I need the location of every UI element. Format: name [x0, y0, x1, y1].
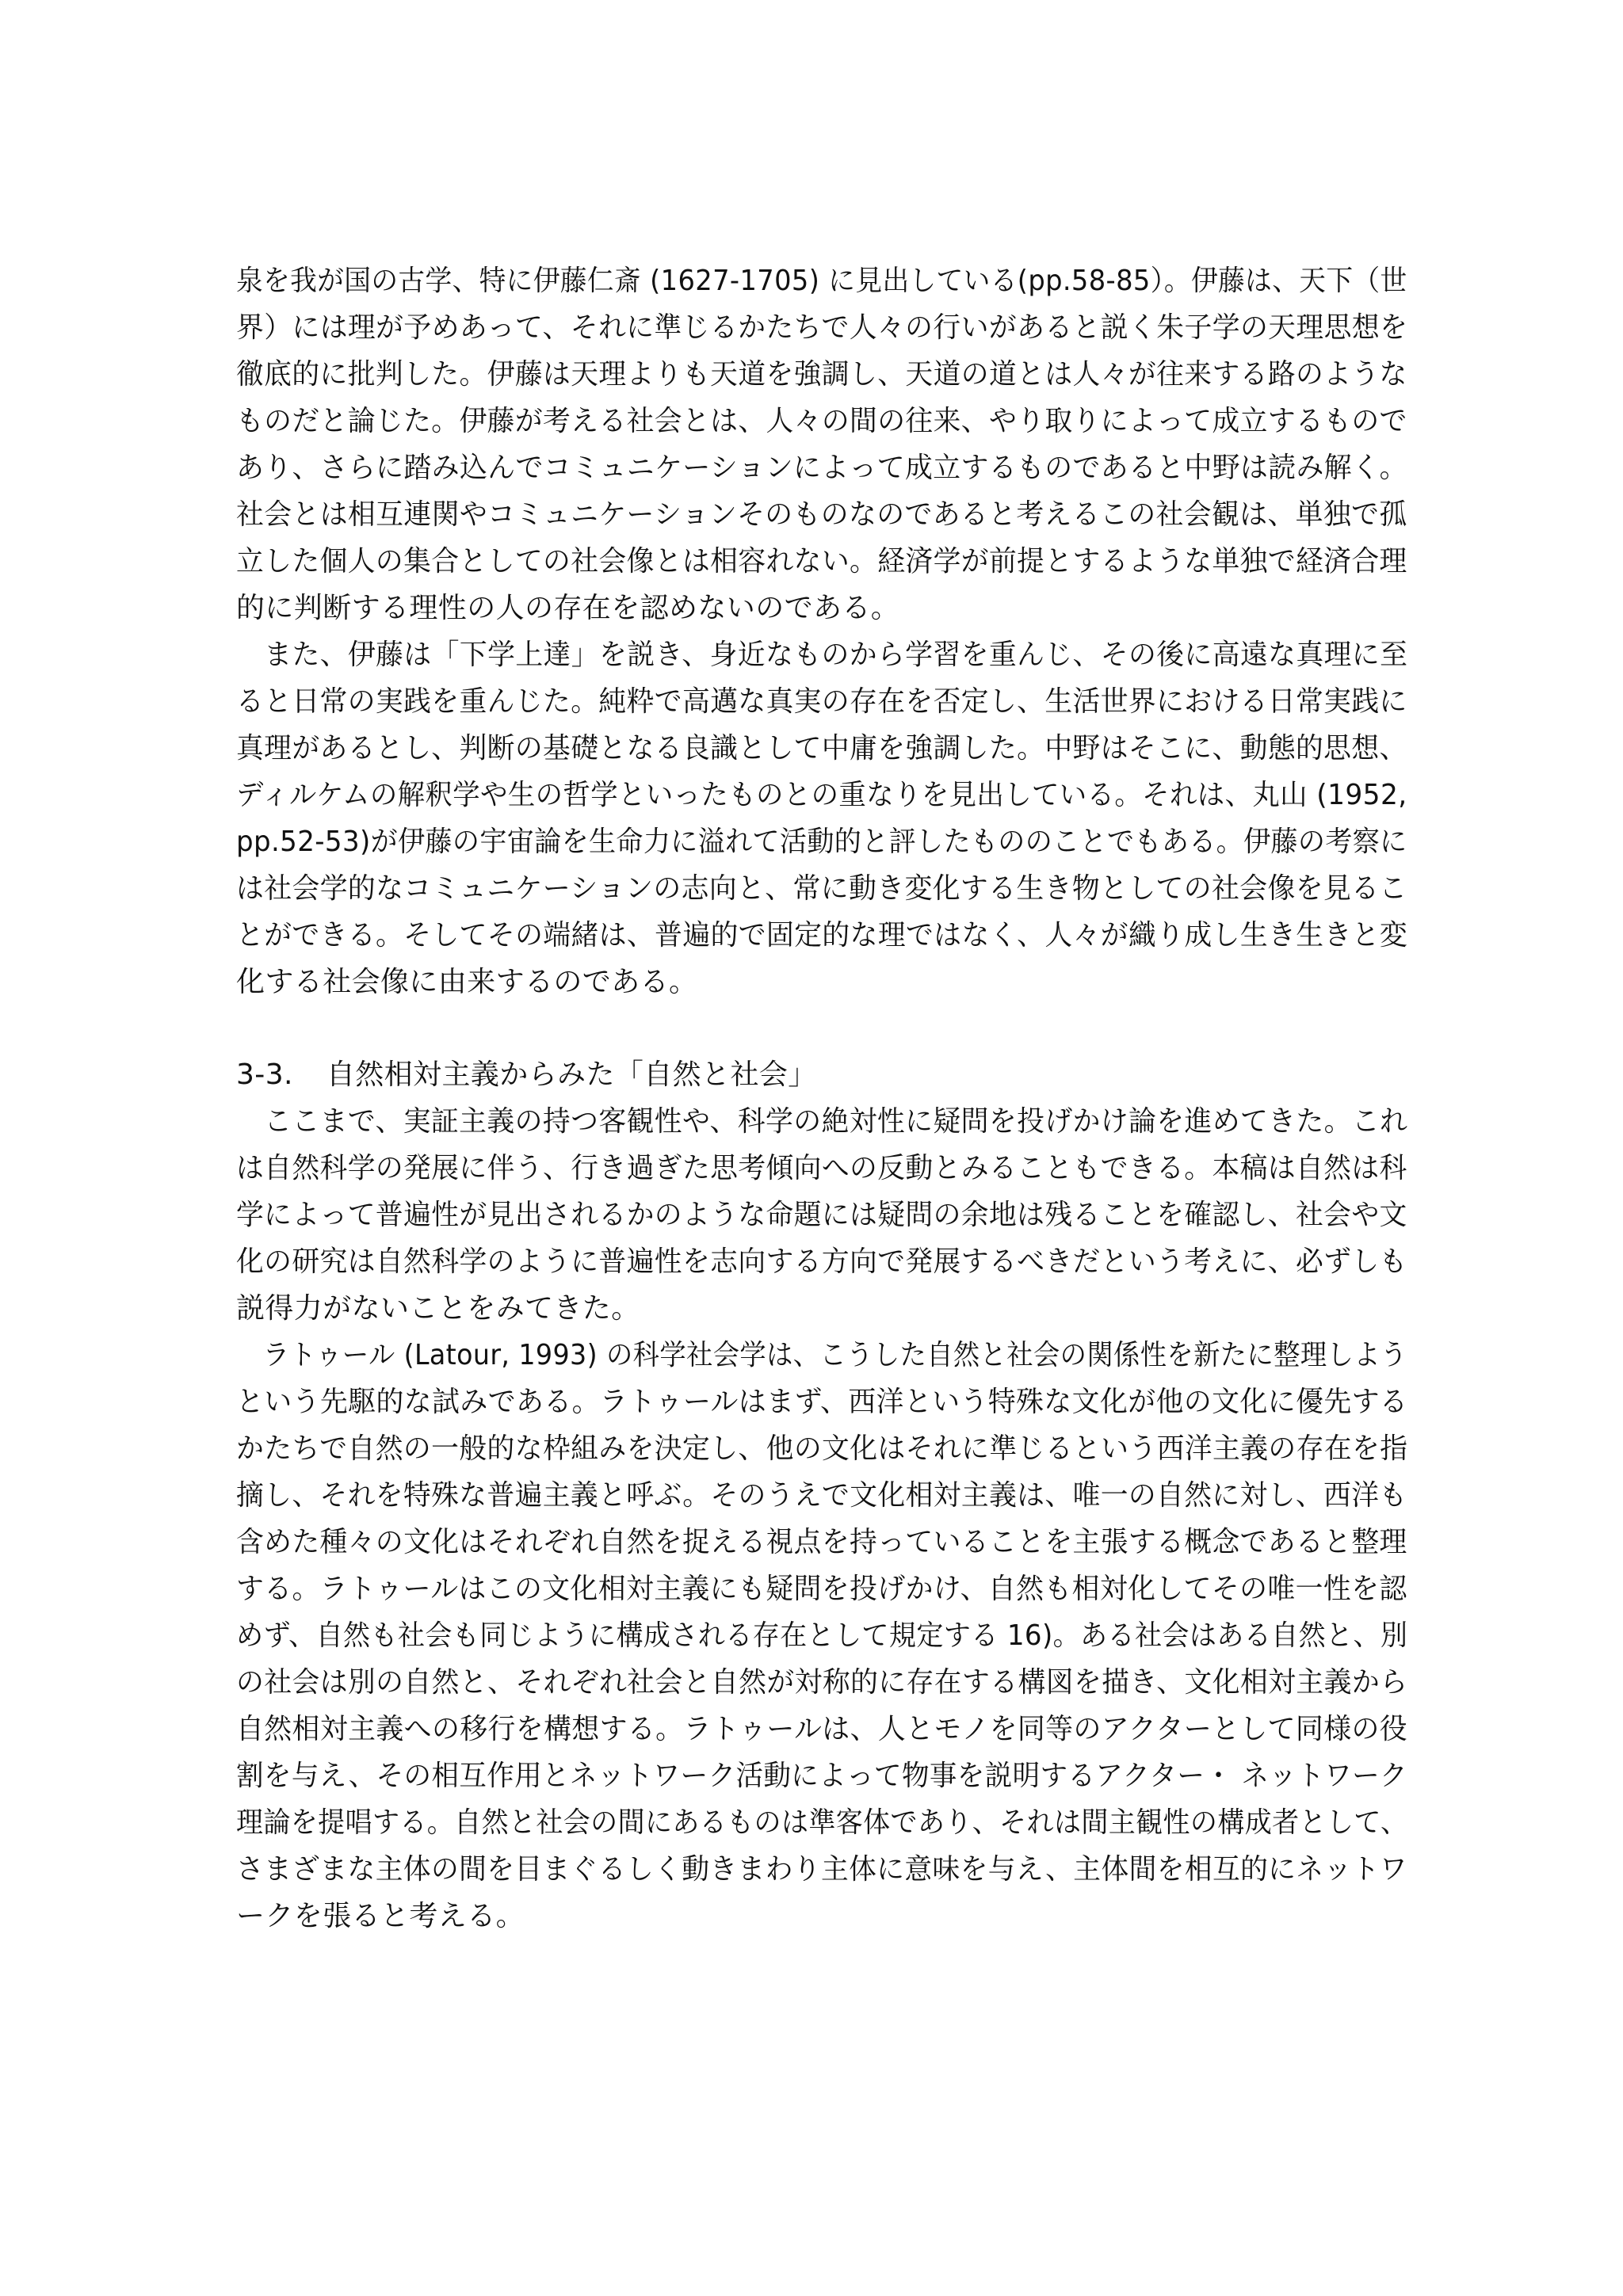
text-line: 含めた種々の文化はそれぞれ自然を捉える視点を持っていることを主張する概念であると整理 [236, 1526, 1407, 1558]
text-line: ものだと論じた。伊藤が考える社会とは、人々の間の往来、やり取りによって成立するもので [236, 405, 1407, 437]
section-heading-title: 自然相対主義からみた「自然と社会」 [326, 1058, 817, 1091]
text-line: 自然相対主義への移行を構想する。ラトゥールは、人とモノを同等のアクターとして同様の役 [236, 1713, 1408, 1745]
text-line: は自然科学の発展に伴う、行き過ぎた思考傾向への反動とみることもできる。本稿は自然は科 [236, 1152, 1407, 1184]
text-line: の社会は別の自然と、それぞれ社会と自然が対称的に存在する構図を描き、文化相対主義から [236, 1666, 1408, 1699]
text-line: する。ラトゥールはこの文化相対主義にも疑問を投げかけ、自然も相対化してその唯一性を認 [236, 1573, 1407, 1605]
text-line: 学によって普遍性が見出されるかのような命題には疑問の余地は残ることを確認し、社会や文 [236, 1199, 1407, 1231]
text-line: 化の研究は自然科学のように普遍性を志向する方向で発展するべきだという考えに、必ずしも [236, 1245, 1407, 1278]
text-line: 立した個人の集合としての社会像とは相容れない。経済学が前提とするような単独で経済合理 [236, 545, 1407, 578]
text-line: 割を与え、その相互作用とネットワーク活動によって物事を説明するアクター・ ネットワーク [236, 1760, 1407, 1792]
section-heading-number: 3-3. [236, 1058, 293, 1091]
text-line: ラトゥール (Latour, 1993) の科学社会学は、こうした自然と社会の関係性を新たに整理しよう [236, 1339, 1407, 1371]
text-line: 理論を提唱する。自然と社会の間にあるものは準客体であり、それは間主観性の構成者として、 [236, 1806, 1408, 1839]
text-line: 的に判断する理性の人の存在を認めないのである。 [236, 592, 900, 624]
text-line: pp.52-53)が伊藤の宇宙論を生命力に溢れて活動的と評したもののことでもある。伊藤の考察に [236, 826, 1407, 858]
text-line: さまざまな主体の間を目まぐるしく動きまわり主体に意味を与え、主体間を相互的にネットワ [236, 1853, 1407, 1886]
text-line: 摘し、それを特殊な普遍主義と呼ぶ。そのうえで文化相対主義は、唯一の自然に対し、西洋も [236, 1479, 1407, 1512]
text-line: 社会とは相互連関やコミュニケーションそのものなのであると考えるこの社会観は、単独で孤 [236, 498, 1407, 531]
text-line: ると日常の実践を重んじた。純粋で高邁な真実の存在を否定し、生活世界における日常実践に [236, 685, 1407, 718]
text-line: 真理があるとし、判断の基礎となる良識として中庸を強調した。中野はそこに、動態的思想、 [236, 732, 1407, 765]
text-line: 化する社会像に由来するのである。 [236, 966, 698, 998]
text-line: 説得力がないことをみてきた。 [236, 1292, 640, 1325]
text-line: ークを張ると考える。 [236, 1900, 525, 1932]
text-line: めず、自然も社会も同じように構成される存在として規定する 16)。ある社会はある自然と、別 [236, 1619, 1408, 1652]
text-line: また、伊藤は「下学上達」を説き、身近なものから学習を重んじ、その後に高遠な真理に至 [236, 639, 1408, 671]
text-line: という先駆的な試みである。ラトゥールはまず、西洋という特殊な文化が他の文化に優先する [236, 1386, 1408, 1418]
text-line: 徹底的に批判した。伊藤は天理よりも天道を強調し、天道の道とは人々が往来する路のような [236, 358, 1407, 391]
text-line: あり、さらに踏み込んでコミュニケーションによって成立するものであると中野は読み解く。 [236, 452, 1407, 484]
text-line: は社会学的なコミュニケーションの志向と、常に動き変化する生き物としての社会像を見るこ [236, 872, 1407, 905]
text-line: とができる。そしてその端緒は、普遍的で固定的な理ではなく、人々が織り成し生き生きと変 [236, 919, 1408, 952]
text-line: 界）には理が予めあって、それに準じるかたちで人々の行いがあると説く朱子学の天理思想を [236, 311, 1408, 344]
text-line: ここまで、実証主義の持つ客観性や、科学の絶対性に疑問を投げかけ論を進めてきた。これ [236, 1105, 1408, 1138]
text-line: かたちで自然の一般的な枠組みを決定し、他の文化はそれに準じるという西洋主義の存在を指 [236, 1432, 1408, 1465]
section-heading [236, 1056, 817, 1094]
text-line: ディルケムの解釈学や生の哲学といったものとの重なりを見出している。それは、丸山 (1952, [236, 779, 1407, 811]
text-line: 泉を我が国の古学、特に伊藤仁斎 (1627-1705) に見出している(pp.58-85）。伊藤は、天下（世 [236, 265, 1407, 297]
